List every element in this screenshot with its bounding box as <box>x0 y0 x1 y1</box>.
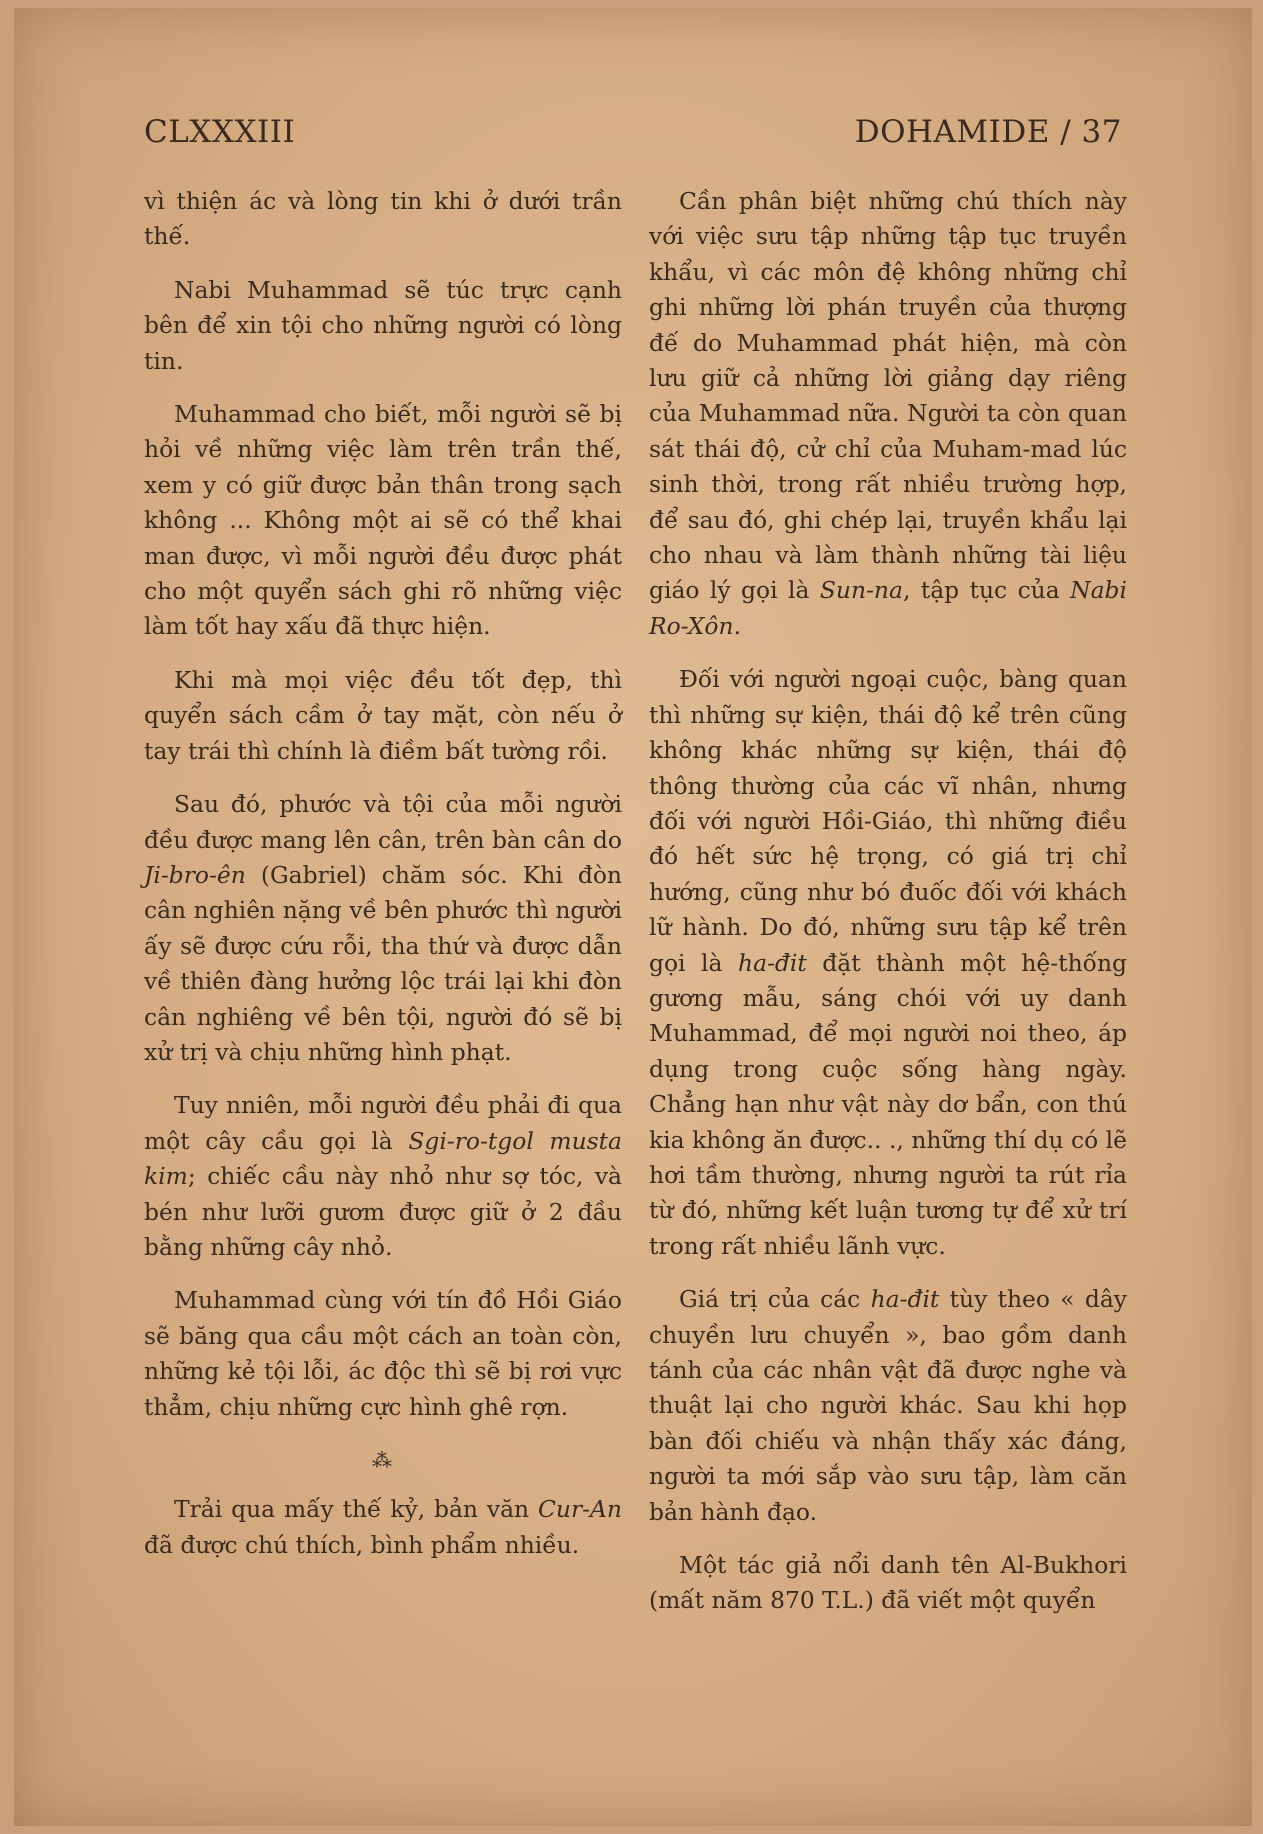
text-run: Cần phân biệt những chú thích này với việc sưu tập những tập tục truyền khẩu, vì các môn đệ không những chỉ ghi những lời phán truyền của thượng đế do Muhammad phát hiện, mà còn lưu giữ cả những lời giảng dạy riêng của Muhammad nữa. Người ta còn quan sát thái độ, cử chỉ của Muham-mad lúc sinh thời, trong rất nhiều trường hợp, để sau đó, ghi chép lại, truyền khẩu lại cho nhau và làm thành những tài liệu giáo lý gọi là <box>649 187 1127 605</box>
chapter-number: CLXXXIII <box>144 114 296 150</box>
paragraph <box>144 1492 622 1563</box>
paragraph: Muhammad cùng với tín đồ Hồi Giáo sẽ băng qua cầu một cách an toàn còn, những kẻ tội lỗi, ác độc thì sẽ bị rơi vực thẳm, chịu những cực hình ghê rợn. <box>144 1286 622 1421</box>
paragraph <box>144 1088 622 1265</box>
text-run: Giá trị của các <box>679 1285 871 1314</box>
text-run: tùy theo « dây chuyền lưu chuyển », bao gồm danh tánh của các nhân vật đã được nghe và thuật lại cho người khác. Sau khi họp bàn đối chiếu và nhận thấy xác đáng, người ta mới sắp vào sưu tập, làm căn bản hành đạo. <box>649 1285 1127 1526</box>
section-divider-asterism: ⁂ <box>372 1448 394 1472</box>
paragraph <box>144 787 622 1070</box>
text-run: Tuy nniên, mỗi người đều phải đi qua một cây cầu gọi là <box>144 1091 622 1155</box>
text-run: Đối với người ngoại cuộc, bàng quan thì những sự kiện, thái độ kể trên cũng không khác những sự kiện, thái độ thông thường của các vĩ nhân, nhưng đối với người Hồi-Giáo, thì những điều đó hết sức hệ trọng, có giá trị chỉ hướng, cũng như bó đuốc đối với khách lữ hành. Do đó, những sưu tập kể trên gọi là <box>649 665 1127 977</box>
italic-term: Nabi Ro-Xôn <box>649 576 1127 640</box>
italic-term: Sgi-ro-tgol musta kim <box>144 1126 622 1191</box>
text-run: Trải qua mấy thế kỷ, bản văn <box>174 1495 538 1524</box>
text-run: đã được chú thích, bình phẩm nhiều. <box>144 1530 580 1559</box>
page-header <box>144 114 1122 158</box>
text-run: , tập tục của <box>902 576 1071 605</box>
text-run: . <box>733 611 741 640</box>
paragraph: Khi mà mọi việc đều tốt đẹp, thì quyển sách cầm ở tay mặt, còn nếu ở tay trái thì chính là điềm bất tường rồi. <box>144 665 622 765</box>
paragraph <box>649 662 1127 1264</box>
right-column <box>649 184 1127 1637</box>
paragraph: vì thiện ác và lòng tin khi ở dưới trần thế. <box>144 187 622 251</box>
italic-term: ha-đit <box>870 1285 940 1314</box>
paragraph: Một tác giả nổi danh tên Al-Bukhori (mất năm 870 T.L.) đã viết một quyển <box>649 1551 1127 1615</box>
italic-term: ha-đit <box>738 948 807 977</box>
paragraph <box>649 184 1127 644</box>
text-run: đặt thành một hệ-thống gương mẫu, sáng chói với uy danh Muhammad, để mọi người noi theo, áp dụng trong cuộc sống hàng ngày. Chẳng hạn như vật này dơ bẩn, con thú kia không ăn được.. ., những thí dụ có lẽ hơi tầm thường, nhưng người ta rút rỉa từ đó, những kết luận tương tự để xử trí trong rất nhiều lãnh vực. <box>649 948 1127 1260</box>
paragraph <box>649 1282 1127 1530</box>
left-column <box>144 184 622 1581</box>
running-title-page-number: DOHAMIDE / 37 <box>854 114 1122 150</box>
italic-term: Ji-bro-ên <box>144 860 246 889</box>
text-run: Sau đó, phước và tội của mỗi người đều được mang lên cân, trên bàn cân do <box>144 790 622 854</box>
book-page <box>14 8 1252 1826</box>
italic-term: Sun-na <box>819 576 903 605</box>
paragraph: Nabi Muhammad sẽ túc trực cạnh bên để xin tội cho những người có lòng tin. <box>144 275 622 375</box>
paragraph: Muhammad cho biết, mỗi người sẽ bị hỏi về những việc làm trên trần thế, xem y có giữ được bản thân trong sạch không ... Không một ai sẽ có thể khai man được, vì mỗi người đều được phát cho một quyển sách ghi rõ những việc làm tốt hay xấu đã thực hiện. <box>144 400 622 641</box>
italic-term: Cur-An <box>537 1495 622 1524</box>
text-run: ; chiếc cầu này nhỏ như sợ tóc, và bén như lưỡi gươm được giữ ở 2 đầu bằng những cây nhỏ. <box>144 1162 622 1261</box>
text-run: (Gabriel) chăm sóc. Khi đòn cân nghiên nặng về bên phước thì người ấy sẽ được cứu rỗi, tha thứ và được dẫn về thiên đàng hưởng lộc trái lại khi đòn cân nghiêng về bên tội, người đó sẽ bị xử trị và chịu những hình phạt. <box>144 860 622 1066</box>
